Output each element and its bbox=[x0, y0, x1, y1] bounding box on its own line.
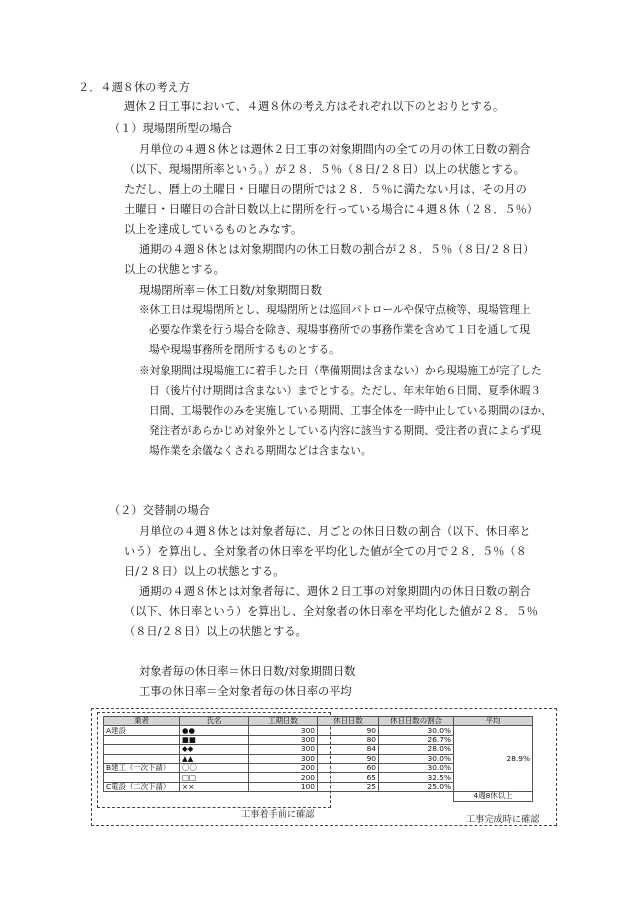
section2-formula2: 工事の休日率＝全対象者毎の休日率の平均 bbox=[139, 685, 352, 698]
section2-para2-line: 通期の４週８休とは対象者毎に、週休２日工事の対象期間内の休日日数の割合 bbox=[139, 585, 531, 598]
cell-holidays: 90 bbox=[318, 754, 379, 763]
cell-work-days: 200 bbox=[249, 763, 318, 772]
cell-name: ●● bbox=[180, 726, 249, 735]
section1-para1-line: ただし、暦上の土曜日・日曜日の閉所では２８．５％に満たない月は、その月の bbox=[124, 183, 527, 196]
cell-ratio: 25.0% bbox=[379, 782, 454, 791]
section2-title: （２）交替制の場合 bbox=[109, 504, 210, 517]
cell-average: 28.9% bbox=[454, 726, 533, 792]
table-result-row bbox=[104, 792, 533, 801]
section-heading: ２．４週８休の考え方 bbox=[78, 81, 190, 94]
section1-para1-line: （以下、現場閉所率という。）が２８．５％（８日/２８日）以上の状態とする。 bbox=[124, 163, 525, 176]
cell-company bbox=[104, 735, 180, 744]
cell-ratio: 30.0% bbox=[379, 726, 454, 735]
cell-holidays: 90 bbox=[318, 726, 379, 735]
section1-note1-line: 必要な作業を行う場合を除き、現場事務所での事務作業を含めて１日を通して現 bbox=[149, 324, 530, 336]
section1-note2-line: 発注者があらかじめ対象外としている内容に該当する期間、受注者の責によらず現 bbox=[149, 425, 541, 437]
holiday-rate-table bbox=[103, 716, 533, 802]
cell-company bbox=[104, 754, 180, 763]
table-header-row bbox=[104, 717, 533, 726]
cell-ratio: 30.0% bbox=[379, 754, 454, 763]
section2-para1-line: いう）を算出し、全対象者の休日率を平均化した値が全ての月で２８．５％（８ bbox=[124, 545, 527, 558]
section1-formula: 現場閉所率＝休工日数/対象期間日数 bbox=[139, 284, 322, 297]
caption-before-start: 工事着手前に確認 bbox=[241, 809, 315, 820]
section1-para1-line: 月単位の４週８休とは週休２日工事の対象期間内の全ての月の休工日数の割合 bbox=[139, 143, 531, 156]
cell-name: 〇〇 bbox=[180, 763, 249, 772]
cell-work-days: 300 bbox=[249, 735, 318, 744]
section2-para1-line: 月単位の４週８休とは対象者毎に、月ごとの休日日数の割合（以下、休日率と bbox=[139, 525, 531, 538]
header-ratio: 休日日数の割合 bbox=[379, 717, 454, 726]
cell-work-days: 300 bbox=[249, 726, 318, 735]
section2-formula1: 対象者毎の休日率＝休日日数/対象期間日数 bbox=[139, 665, 356, 678]
section1-para1-line: 以上を達成しているものとみなす。 bbox=[124, 223, 303, 236]
header-company: 業者 bbox=[104, 717, 180, 726]
cell-work-days: 200 bbox=[249, 773, 318, 782]
cell-work-days: 300 bbox=[249, 745, 318, 754]
cell-company: A建設 bbox=[104, 726, 180, 735]
section1-para2-line: 通期の４週８休とは対象期間内の休工日数の割合が２８．５％（８日/２８日） bbox=[139, 243, 535, 256]
cell-company bbox=[104, 745, 180, 754]
header-holidays: 休日日数 bbox=[318, 717, 379, 726]
cell-work-days: 300 bbox=[249, 754, 318, 763]
cell-ratio: 30.0% bbox=[379, 763, 454, 772]
cell-ratio: 28.0% bbox=[379, 745, 454, 754]
table-row bbox=[104, 726, 533, 735]
cell-name: ◆◆ bbox=[180, 745, 249, 754]
header-work-days: 工期日数 bbox=[249, 717, 318, 726]
cell-company bbox=[104, 773, 180, 782]
section2-para2-line: （以下、休日率という）を算出し、全対象者の休日率を平均化した値が２８．５％ bbox=[124, 605, 538, 618]
result-tag: 4週8休以上 bbox=[454, 792, 533, 801]
header-name: 氏名 bbox=[180, 717, 249, 726]
cell-holidays: 84 bbox=[318, 745, 379, 754]
section1-note2-line: 場作業を余儀なくされる期間などは含まない。 bbox=[149, 445, 372, 457]
cell-ratio: 26.7% bbox=[379, 735, 454, 744]
cell-name: ■■ bbox=[180, 735, 249, 744]
intro-text: 週休２日工事において、４週８休の考え方はそれぞれ以下のとおりとする。 bbox=[124, 100, 505, 113]
cell-company: C電設（二次下請） bbox=[104, 782, 180, 791]
header-average: 平均 bbox=[454, 717, 533, 726]
caption-after-completion: 工事完成時に確認 bbox=[466, 814, 540, 825]
cell-holidays: 80 bbox=[318, 735, 379, 744]
cell-holidays: 60 bbox=[318, 763, 379, 772]
cell-name: □□ bbox=[180, 773, 249, 782]
section1-note2-line: ※対象期間は現場施工に着手した日（準備期間は含まない）から現場施工が完了した bbox=[139, 365, 542, 377]
section1-note2-line: 日（後片付け期間は含まない）までとする。ただし、年末年始６日間、夏季休暇３ bbox=[149, 385, 541, 397]
section1-title: （１）現場閉所型の場合 bbox=[109, 122, 233, 135]
cell-work-days: 100 bbox=[249, 782, 318, 791]
section1-note1-line: ※休工日は現場閉所とし、現場閉所とは巡回パトロールや保守点検等、現場管理上 bbox=[139, 304, 531, 316]
cell-holidays: 25 bbox=[318, 782, 379, 791]
cell-name: ×× bbox=[180, 782, 249, 791]
section1-para1-line: 土曜日・日曜日の合計日数以上に閉所を行っている場合に４週８休（２８．５％） bbox=[124, 203, 538, 216]
section1-note1-line: 場や現場事務所を閉所するものとする。 bbox=[149, 344, 340, 356]
cell-company: B建工（一次下請） bbox=[104, 763, 180, 772]
cell-name: ▲▲ bbox=[180, 754, 249, 763]
section1-note2-line: 日間、工場製作のみを実施している期間、工事全体を一時中止している期間のほか、 bbox=[149, 405, 552, 417]
section1-para2-line: 以上の状態とする。 bbox=[124, 263, 225, 276]
section2-para2-line: （８日/２８日）以上の状態とする。 bbox=[124, 625, 307, 638]
cell-ratio: 32.5% bbox=[379, 773, 454, 782]
section2-para1-line: 日/２８日）以上の状態とする。 bbox=[124, 565, 285, 578]
cell-holidays: 65 bbox=[318, 773, 379, 782]
